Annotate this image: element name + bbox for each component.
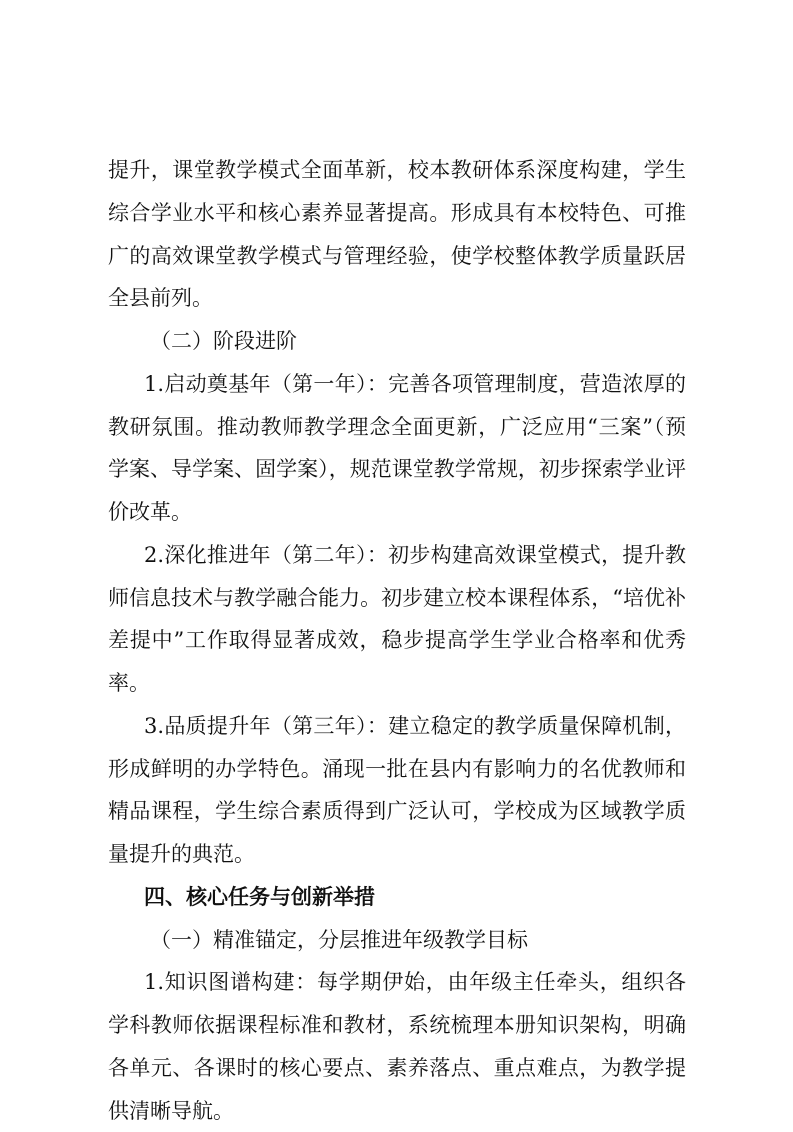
paragraph-knowledge-map (108, 961, 686, 1132)
text-line: 率。 (108, 662, 686, 705)
paragraph-goals (108, 149, 686, 320)
text-line: 全县前列。 (108, 277, 686, 320)
paragraph-year-two (108, 534, 686, 705)
text-line: 学案、导学案、固学案），规范课堂教学常规，初步探索学业评 (108, 448, 686, 491)
subheading-targets: （一）精准锚定，分层推进年级教学目标 (108, 919, 686, 962)
text-line: 各单元、各课时的核心要点、素养落点、重点难点，为教学提 (108, 1047, 686, 1090)
text-line: 价改革。 (108, 491, 686, 534)
text-line: 2.深化推进年（第二年）：初步构建高效课堂模式，提升教 (108, 534, 686, 577)
subheading-stage: （二）阶段进阶 (108, 320, 686, 363)
text-line: 广的高效课堂教学模式与管理经验，使学校整体教学质量跃居 (108, 235, 686, 278)
section-heading: 四、核心任务与创新举措 (108, 876, 686, 919)
text-line: 1.知识图谱构建：每学期伊始，由年级主任牵头，组织各 (108, 961, 686, 1004)
text-line: 提升，课堂教学模式全面革新，校本教研体系深度构建，学生 (108, 149, 686, 192)
document-page (108, 149, 686, 1132)
text-line: 量提升的典范。 (108, 833, 686, 876)
text-line: 学科教师依据课程标准和教材，系统梳理本册知识架构，明确 (108, 1004, 686, 1047)
text-line: 供清晰导航。 (108, 1090, 686, 1132)
text-line: 形成鲜明的办学特色。涌现一批在县内有影响力的名优教师和 (108, 748, 686, 791)
text-line: 3.品质提升年（第三年）：建立稳定的教学质量保障机制， (108, 705, 686, 748)
text-line: 教研氛围。推动教师教学理念全面更新，广泛应用“三案”（预 (108, 406, 686, 449)
text-line: 1.启动奠基年（第一年）：完善各项管理制度，营造浓厚的 (108, 363, 686, 406)
text-line: 精品课程，学生综合素质得到广泛认可，学校成为区域教学质 (108, 790, 686, 833)
text-line: 师信息技术与教学融合能力。初步建立校本课程体系，“培优补 (108, 577, 686, 620)
text-line: 差提中”工作取得显著成效，稳步提高学生学业合格率和优秀 (108, 619, 686, 662)
text-line: 综合学业水平和核心素养显著提高。形成具有本校特色、可推 (108, 192, 686, 235)
paragraph-year-three (108, 705, 686, 876)
paragraph-year-one (108, 363, 686, 534)
